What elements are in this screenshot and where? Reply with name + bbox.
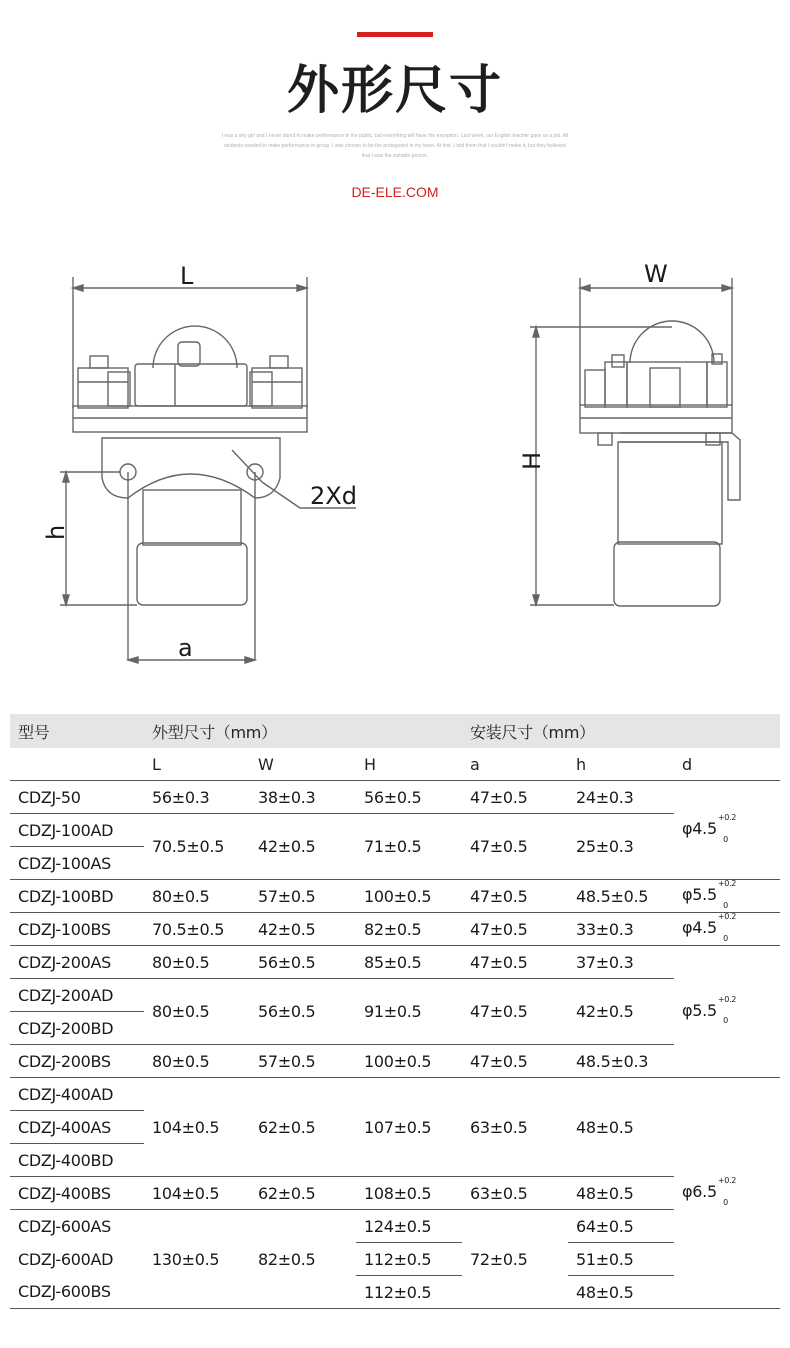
table-row [10, 1177, 780, 1210]
cell-H: 71±0.5 [356, 814, 462, 880]
cell-model: CDZJ-600AS [18, 1216, 112, 1236]
dimension-drawing [0, 250, 790, 680]
cell-a: 47±0.5 [462, 1045, 568, 1078]
cell-L: 70.5±0.5 [144, 814, 250, 880]
cell-model: CDZJ-400AS [10, 1111, 144, 1144]
dim-label-H: H [518, 451, 546, 470]
table-row [10, 781, 780, 814]
col-header-L: L [144, 748, 250, 781]
col-header-H: H [356, 748, 462, 781]
cell-model: CDZJ-200AS [10, 946, 144, 979]
cell-a: 47±0.5 [462, 979, 568, 1045]
cell-model: CDZJ-400BD [10, 1144, 144, 1177]
cell-h: 37±0.3 [568, 946, 674, 979]
cell-W: 62±0.5 [250, 1177, 356, 1210]
cell-a: 63±0.5 [462, 1177, 568, 1210]
cell-L: 70.5±0.5 [144, 913, 250, 946]
table-row [10, 814, 780, 847]
cell-a: 63±0.5 [462, 1078, 568, 1177]
cell-W: 57±0.5 [250, 1045, 356, 1078]
dim-label-h: h [42, 524, 70, 540]
cell-d: $\varphi 5.5^{+0.2}_0$ [674, 880, 780, 913]
header-model: 型号 [10, 714, 144, 748]
cell-L: 104±0.5 [144, 1177, 250, 1210]
cell-model: CDZJ-400BS [10, 1177, 144, 1210]
cell-L: 130±0.5 [144, 1210, 250, 1309]
cell-a: 47±0.5 [462, 814, 568, 880]
dim-label-L: L [180, 262, 194, 290]
site-url: DE-ELE.COM [351, 184, 439, 200]
table-column-header [10, 748, 780, 781]
cell-H: 100±0.5 [356, 1045, 462, 1078]
cell-model: CDZJ-400AD [10, 1078, 144, 1111]
spec-table [10, 714, 780, 1309]
dim-label-a: a [178, 634, 193, 662]
col-header-a: a [462, 748, 568, 781]
cell-h: 48.5±0.3 [568, 1045, 674, 1078]
cell-L: 80±0.5 [144, 880, 250, 913]
cell-H: 100±0.5 [356, 880, 462, 913]
table-row [10, 1276, 780, 1309]
cell-H: 85±0.5 [356, 946, 462, 979]
cell-h: 48.5±0.5 [568, 880, 674, 913]
cell-a: 47±0.5 [462, 781, 568, 814]
cell-h: 51±0.5 [568, 1243, 674, 1276]
table-row [10, 913, 780, 946]
col-header-h: h [568, 748, 674, 781]
header-install-dimensions: 安装尺寸（mm） [462, 714, 780, 748]
cell-model: CDZJ-600AD [18, 1249, 114, 1269]
cell-H: 107±0.5 [356, 1078, 462, 1177]
cell-model: CDZJ-50 [10, 781, 144, 814]
cell-a: 47±0.5 [462, 880, 568, 913]
cell-L: 80±0.5 [144, 946, 250, 979]
table-row [10, 979, 780, 1012]
cell-W: 62±0.5 [250, 1078, 356, 1177]
cell-W: 42±0.5 [250, 814, 356, 880]
cell-L: 104±0.5 [144, 1078, 250, 1177]
table-row [10, 946, 780, 979]
cell-model: CDZJ-100AD [10, 814, 144, 847]
cell-model: CDZJ-100BD [10, 880, 144, 913]
cell-L: 56±0.3 [144, 781, 250, 814]
col-header-d: d [674, 748, 780, 781]
cell-a: 72±0.5 [462, 1210, 568, 1309]
cell-W: 82±0.5 [250, 1210, 356, 1309]
header-outer-dimensions: 外型尺寸（mm） [144, 714, 462, 748]
cell-d: $\varphi 4.5^{+0.2}_0$ [674, 913, 780, 946]
cell-L: 80±0.5 [144, 979, 250, 1045]
cell-W: 42±0.5 [250, 913, 356, 946]
title-accent-bar [357, 32, 433, 37]
table-row [10, 1243, 780, 1276]
cell-h: 33±0.3 [568, 913, 674, 946]
cell-model: CDZJ-200BD [10, 1012, 144, 1045]
cell-W: 38±0.3 [250, 781, 356, 814]
cell-h: 48±0.5 [568, 1276, 674, 1309]
table-row [10, 1210, 780, 1243]
cell-model: CDZJ-100BS [10, 913, 144, 946]
table-row [10, 1045, 780, 1078]
cell-h: 42±0.5 [568, 979, 674, 1045]
cell-d: $\varphi 4.5^{+0.2}_0$ [674, 781, 780, 880]
cell-a: 47±0.5 [462, 946, 568, 979]
cell-H: 91±0.5 [356, 979, 462, 1045]
cell-model: CDZJ-100AS [10, 847, 144, 880]
cell-d: $\varphi 6.5^{+0.2}_0$ [674, 1078, 780, 1309]
dim-label-W: W [644, 260, 668, 288]
cell-h: 64±0.5 [568, 1210, 674, 1243]
page-title: 外形尺寸 [286, 61, 503, 121]
cell-H: 56±0.5 [356, 781, 462, 814]
table-row [10, 1078, 780, 1111]
cell-H: 108±0.5 [356, 1177, 462, 1210]
cell-H: 82±0.5 [356, 913, 462, 946]
cell-model: CDZJ-600BS [10, 1276, 144, 1309]
cell-W: 56±0.5 [250, 979, 356, 1045]
cell-model: CDZJ-200BS [10, 1045, 144, 1078]
cell-W: 56±0.5 [250, 946, 356, 979]
table-row [10, 880, 780, 913]
cell-H: 124±0.5 [356, 1210, 462, 1243]
cell-W: 57±0.5 [250, 880, 356, 913]
col-header-W: W [250, 748, 356, 781]
cell-d: $\varphi 5.5^{+0.2}_0$ [674, 946, 780, 1078]
cell-a: 47±0.5 [462, 913, 568, 946]
cell-h: 25±0.3 [568, 814, 674, 880]
cell-h: 24±0.3 [568, 781, 674, 814]
cell-h: 48±0.5 [568, 1177, 674, 1210]
cell-h: 48±0.5 [568, 1078, 674, 1177]
decorative-blurb: I was a shy girl and I never dared to make performance in the public, but everything will have the exception. Last week, our English teacher gave us a job. All students needed to make performance in group. I was chosen to be the protagonist in my team. At first, I told them that I couldn't make it, but they believed that I was the suitable person. [221, 133, 569, 159]
cell-L: 80±0.5 [144, 1045, 250, 1078]
cell-model: CDZJ-200AD [10, 979, 144, 1012]
cell-H: 112±0.5 [356, 1243, 462, 1276]
cell-H: 112±0.5 [356, 1276, 462, 1309]
dim-label-2xd: 2Xd [310, 482, 357, 510]
table-group-header [10, 714, 780, 748]
